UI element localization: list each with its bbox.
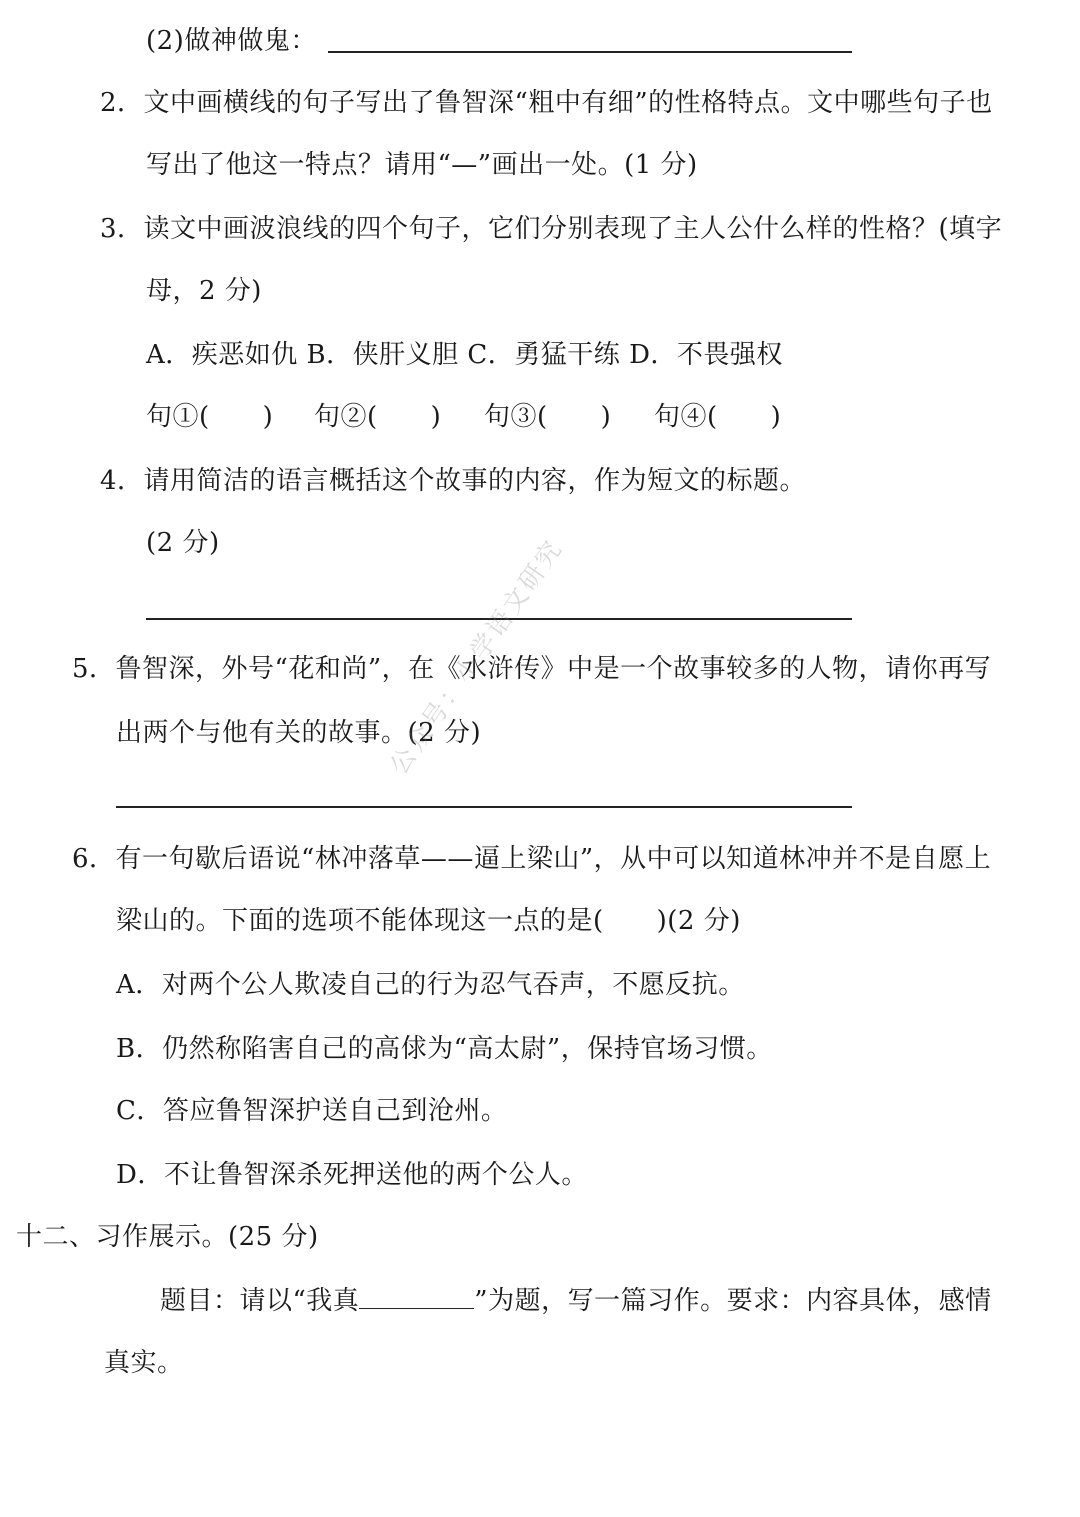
q2-line1: 2．文中画横线的句子写出了鲁智深“粗中有细”的性格特点。文中哪些句子也 xyxy=(100,88,993,118)
section-12-prompt-line2: 真实。 xyxy=(104,1348,184,1378)
watermark: 公众号：小学语文研究 xyxy=(384,533,569,780)
section-12-prompt-line1 xyxy=(160,1284,992,1318)
q1-sub2-answer-line xyxy=(328,51,852,53)
q4-line1: 4．请用简洁的语言概括这个故事的内容，作为短文的标题。 xyxy=(100,466,807,496)
q2-line2: 写出了他这一特点？请用“—”画出一处。(1 分) xyxy=(146,150,698,180)
prompt-text-after: ”为题，写一篇习作。要求：内容具体，感情 xyxy=(474,1286,992,1316)
section-12-heading: 十二、习作展示。(25 分) xyxy=(16,1222,319,1252)
q3-blank-3: 句③( ) xyxy=(484,402,612,432)
q5-line1: 5．鲁智深，外号“花和尚”，在《水浒传》中是一个故事较多的人物，请你再写 xyxy=(72,654,992,684)
prompt-text-before: 题目：请以“我真 xyxy=(160,1286,360,1316)
q3-blank-2: 句②( ) xyxy=(314,402,442,432)
prompt-fill-blank xyxy=(359,1286,474,1309)
q3-line1: 3．读文中画波浪线的四个句子，它们分别表现了主人公什么样的性格？(填字 xyxy=(100,214,1003,244)
q6-option-a: A．对两个公人欺凌自己的行为忍气吞声，不愿反抗。 xyxy=(116,970,745,1000)
q5-line2: 出两个与他有关的故事。(2 分) xyxy=(116,718,482,748)
q1-sub2-label: (2)做神做鬼： xyxy=(146,26,317,56)
q5-answer-line xyxy=(116,806,852,808)
q6-line2: 梁山的。下面的选项不能体现这一点的是( )(2 分) xyxy=(116,906,741,936)
q3-blank-1: 句①( ) xyxy=(146,402,274,432)
q6-option-b: B．仍然称陷害自己的高俅为“高太尉”，保持官场习惯。 xyxy=(116,1034,773,1064)
q3-choices: A．疾恶如仇 B．侠肝义胆 C．勇猛干练 D．不畏强权 xyxy=(146,340,783,370)
q6-line1: 6．有一句歇后语说“林冲落草——逼上梁山”，从中可以知道林冲并不是自愿上 xyxy=(72,844,992,874)
q6-option-d: D．不让鲁智深杀死押送他的两个公人。 xyxy=(116,1160,588,1190)
q3-line2: 母，2 分) xyxy=(146,276,262,306)
q3-blank-4: 句④( ) xyxy=(654,402,782,432)
q4-line2: (2 分) xyxy=(146,528,220,558)
q6-option-c: C．答应鲁智深护送自己到沧州。 xyxy=(116,1096,508,1126)
